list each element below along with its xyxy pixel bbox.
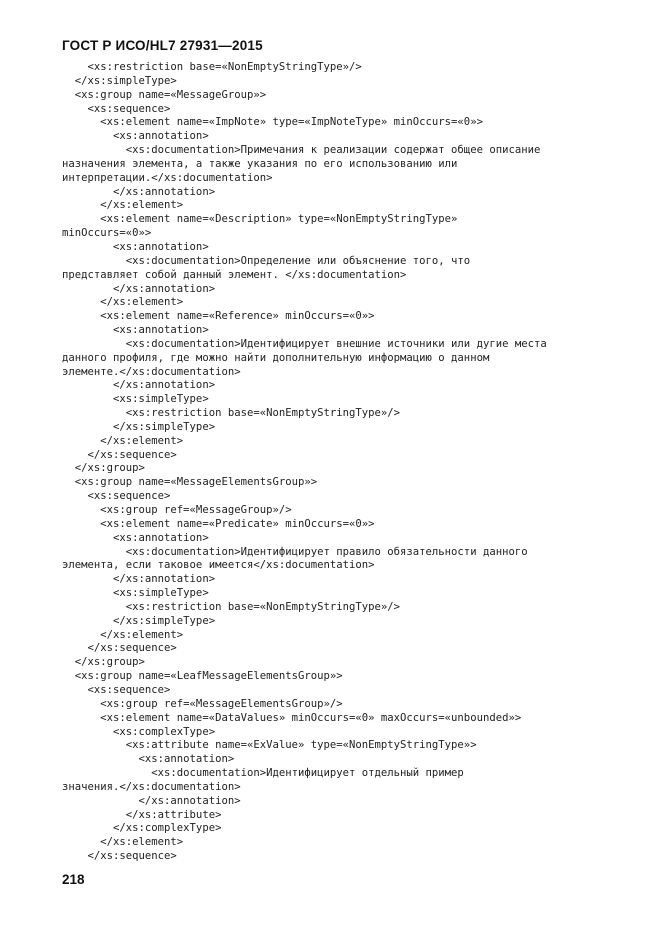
code-line: <xs:documentation>Примечания к реализации содержат общее описание	[62, 144, 541, 157]
code-line: </xs:annotation>	[62, 573, 216, 586]
code-line: </xs:annotation>	[62, 185, 216, 198]
code-line: представляет собой данный элемент. </xs:documentation>	[62, 268, 407, 281]
code-line: <xs:restriction base=«NonEmptyStringType»/>	[62, 407, 401, 420]
code-line: <xs:annotation>	[62, 753, 235, 766]
code-line: <xs:element name=«Reference» minOccurs=«0»>	[62, 310, 375, 323]
code-line: <xs:sequence>	[62, 102, 171, 115]
code-line: <xs:complexType>	[62, 725, 216, 738]
code-line: minOccurs=«0»>	[62, 227, 152, 240]
code-line: <xs:group name=«MessageElementsGroup»>	[62, 476, 318, 489]
standard-header: ГОСТ Р ИСО/HL7 27931—2015	[62, 38, 263, 53]
code-line: </xs:element>	[62, 836, 184, 849]
code-line: <xs:sequence>	[62, 683, 171, 696]
code-line: </xs:attribute>	[62, 808, 222, 821]
code-line: <xs:group name=«MessageGroup»>	[62, 88, 267, 101]
code-line: </xs:element>	[62, 199, 184, 212]
code-line: </xs:group>	[62, 656, 145, 669]
code-line: </xs:element>	[62, 296, 184, 309]
code-line: </xs:sequence>	[62, 850, 177, 863]
code-line: <xs:element name=«Description» type=«NonEmptyStringType»	[62, 213, 458, 226]
code-line: <xs:element name=«Predicate» minOccurs=«0»>	[62, 517, 375, 530]
code-line: <xs:annotation>	[62, 324, 209, 337]
code-line: <xs:simpleType>	[62, 393, 209, 406]
code-line: <xs:sequence>	[62, 490, 171, 503]
page-number: 218	[62, 872, 85, 887]
code-line: </xs:simpleType>	[62, 420, 216, 433]
xml-schema-code-block	[62, 61, 642, 864]
code-line: <xs:element name=«ImpNote» type=«ImpNoteType» minOccurs=«0»>	[62, 116, 483, 129]
code-line: значения.</xs:documentation>	[62, 780, 241, 793]
code-line: <xs:group ref=«MessageElementsGroup»/>	[62, 697, 343, 710]
code-line: </xs:simpleType>	[62, 74, 177, 87]
code-line: элементе.</xs:documentation>	[62, 365, 241, 378]
code-line: </xs:group>	[62, 462, 145, 475]
code-line: назначения элемента, а также указания по его использованию или	[62, 157, 458, 170]
code-line: <xs:restriction base=«NonEmptyStringType»/>	[62, 600, 401, 613]
code-line: <xs:annotation>	[62, 130, 209, 143]
code-line: <xs:attribute name=«ExValue» type=«NonEmptyStringType»>	[62, 739, 477, 752]
code-line: </xs:annotation>	[62, 794, 241, 807]
code-line: <xs:annotation>	[62, 531, 209, 544]
code-line: <xs:group ref=«MessageGroup»/>	[62, 504, 292, 516]
code-line: элемента, если таковое имеется</xs:documentation>	[62, 559, 375, 572]
code-line: </xs:annotation>	[62, 282, 216, 295]
code-line: </xs:element>	[62, 434, 184, 447]
code-line: <xs:documentation>Идентифицирует отдельный пример	[62, 767, 464, 780]
code-line: </xs:complexType>	[62, 822, 222, 835]
code-line: <xs:documentation>Идентифицирует правило обязательности данного	[62, 545, 528, 558]
code-line: <xs:element name=«DataValues» minOccurs=«0» maxOccurs=«unbounded»>	[62, 711, 522, 724]
code-line: <xs:documentation>Идентифицирует внешние источники или дугие места	[62, 337, 547, 350]
code-line: </xs:sequence>	[62, 448, 177, 461]
code-line: интерпретации.</xs:documentation>	[62, 171, 273, 184]
code-line: </xs:sequence>	[62, 642, 177, 655]
code-line: <xs:documentation>Определение или объяснение того, что	[62, 254, 471, 267]
code-line: </xs:element>	[62, 628, 184, 641]
code-line: </xs:annotation>	[62, 379, 216, 392]
code-line: <xs:restriction base=«NonEmptyStringType»/>	[62, 61, 362, 73]
code-line: <xs:simpleType>	[62, 587, 209, 600]
code-line: данного профиля, где можно найти дополнительную информацию о данном	[62, 351, 490, 364]
code-line: </xs:simpleType>	[62, 614, 216, 627]
code-line: <xs:group name=«LeafMessageElementsGroup»>	[62, 670, 343, 683]
code-line: <xs:annotation>	[62, 240, 209, 253]
